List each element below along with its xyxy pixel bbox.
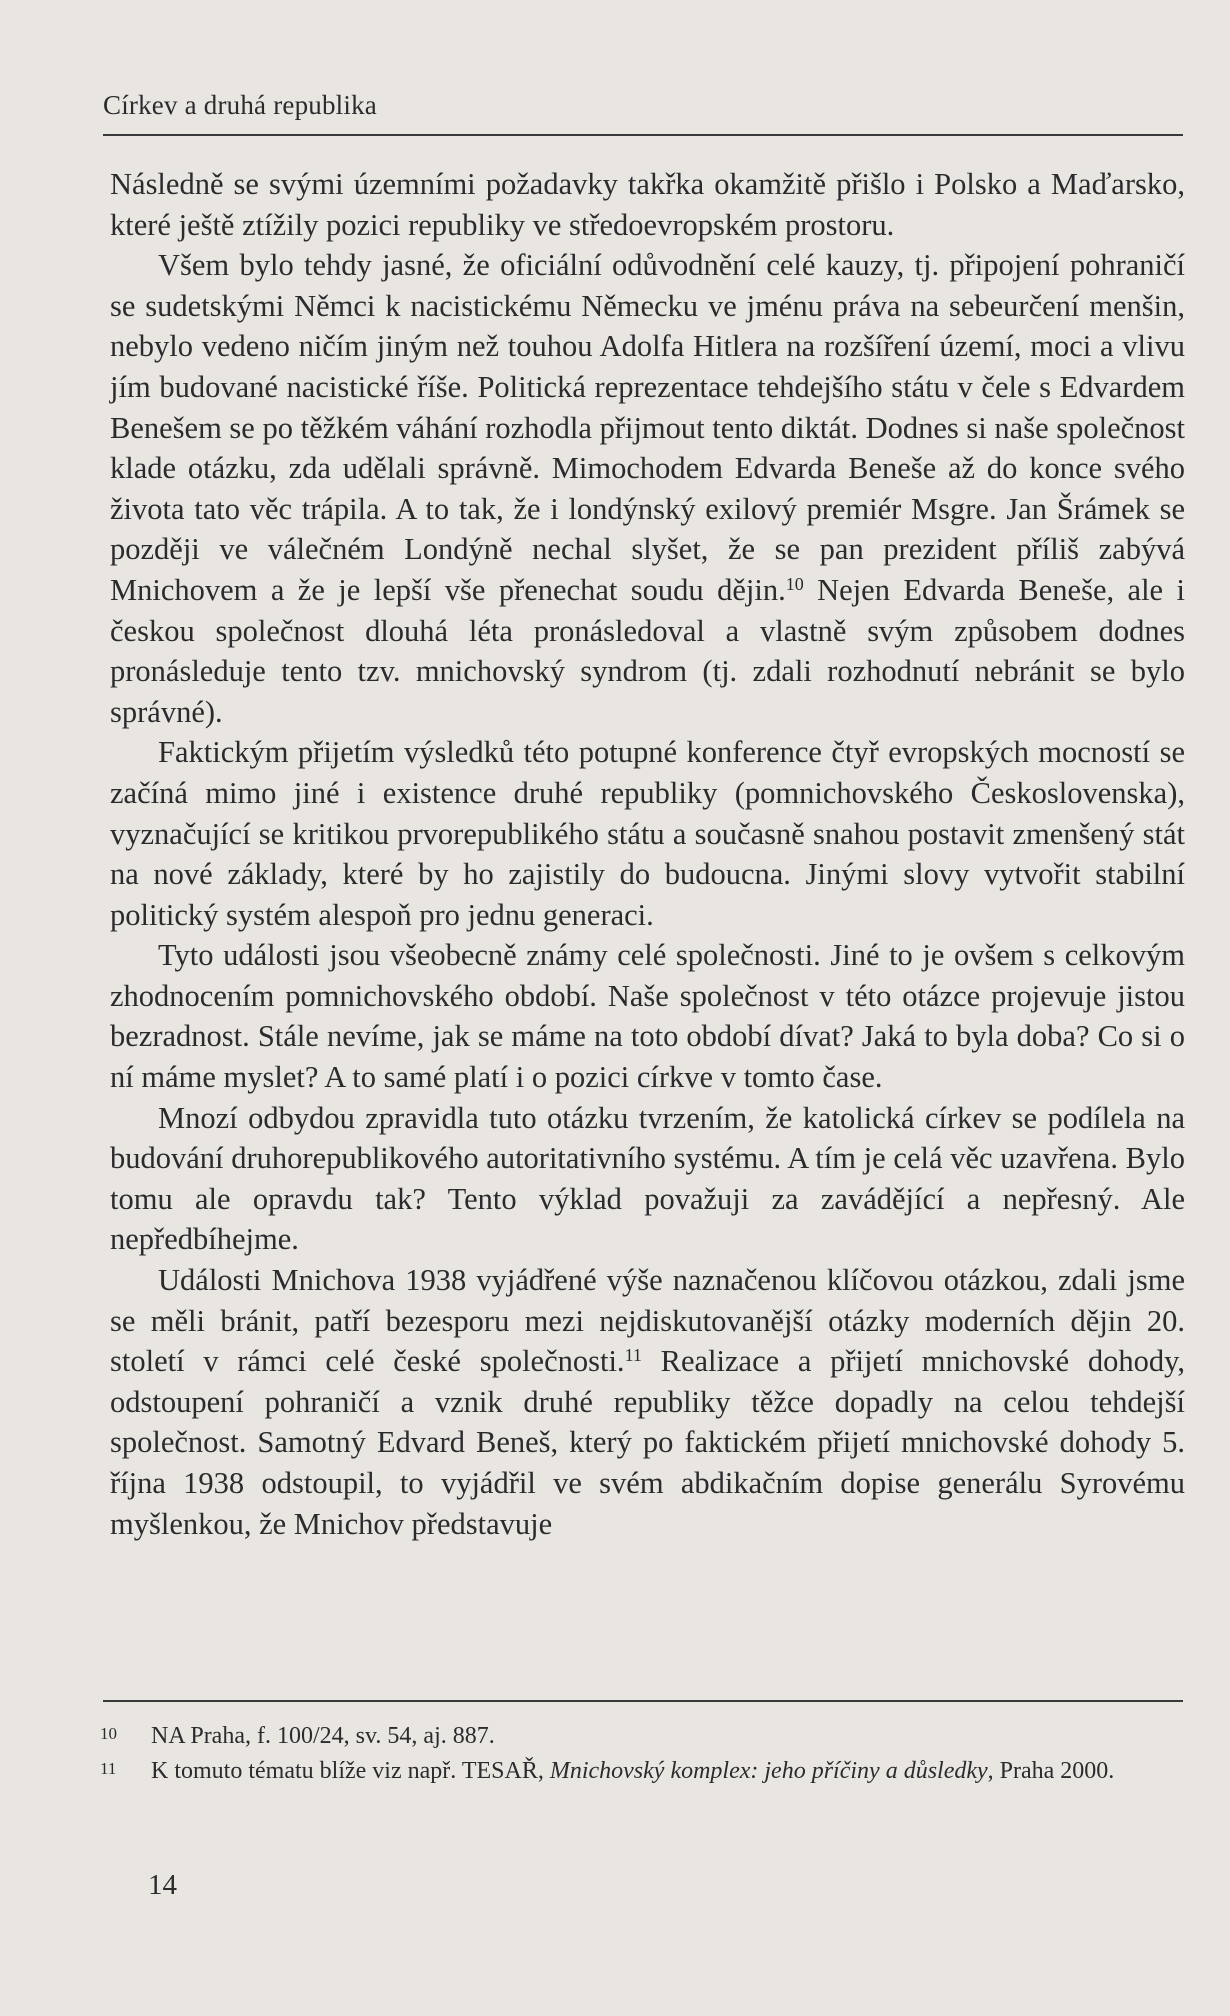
header-divider bbox=[103, 134, 1183, 136]
paragraph-6-continuation: Realizace a přijetí mnichovské dohody, odstoupení pohraničí a vznik druhé republiky těžce dopadly na celou tehdejší společnost. Samotný Edvard Beneš, který po faktickém přijetí mnichovské dohody 5. října 1938 odstoupil, to vyjádřil ve svém abdikačním dopise generálu Syrovému myšlenkou, že Mnichov představuje bbox=[110, 1344, 1185, 1541]
footnote-number: 10 bbox=[100, 1724, 117, 1743]
footnote-number: 11 bbox=[100, 1759, 117, 1778]
paragraph-6-text: Události Mnichova 1938 vyjádřené výše naznačenou klíčovou otázkou, zdali jsme se měli bránit, patří bezesporu mezi nejdiskutovanější otázky moderních dějin 20. století v rámci celé české společnosti. bbox=[110, 1263, 1185, 1379]
paragraph-4: Tyto události jsou všeobecně známy celé společnosti. Jiné to je ovšem s celkovým zhodnocením pomnichovského období. Naše společnost v této otázce projevuje jistou bezradnost. Stále nevíme, jak se máme na toto období dívat? Jaká to byla doba? Co si o ní máme myslet? A to samé platí i o pozici církve v tomto čase. bbox=[110, 938, 1185, 1095]
paragraph-2-text: Všem bylo tehdy jasné, že oficiální odůvodnění celé kauzy, tj. připojení pohraničí se sudetskými Němci k nacistickému Německu ve jménu práva na sebeurčení menšin, nebylo vedeno ničím jiným než touhou Adolfa Hitlera na rozšíření území, moci a vlivu jím budované nacistické říše. Politická reprezentace tehdejšího státu v čele s Edvardem Benešem se po těžkém váhání rozhodla přijmout tento diktát. Dodnes si naše společnost klade otázku, zda udělali správně. Mimochodem Edvarda Beneše až do konce svého života tato věc trápila. A to tak, že i londýnský exilový premiér Msgre. Jan Šrámek se později ve válečném Londýně nechal slyšet, že se pan prezident příliš zabývá Mnichovem a že je lepší vše přenechat soudu dějin. bbox=[110, 248, 1185, 607]
footnotes bbox=[100, 1720, 1190, 1790]
paragraph-2 bbox=[110, 245, 1185, 732]
footnote-10 bbox=[100, 1720, 1190, 1753]
footnote-book-title: Mnichovský komplex: jeho příčiny a důsledky bbox=[549, 1758, 988, 1784]
paragraph-1: Následně se svými územními požadavky takřka okamžitě přišlo i Polsko a Maďarsko, které ještě ztížily pozici republiky ve středoevropském prostoru. bbox=[110, 167, 1185, 242]
footnote-text: K tomuto tématu blíže viz např. TESAŘ, bbox=[151, 1758, 550, 1784]
footnote-text: NA Praha, f. 100/24, sv. 54, aj. 887. bbox=[151, 1723, 495, 1749]
footnote-divider bbox=[103, 1700, 1183, 1702]
footnote-text-end: , Praha 2000. bbox=[987, 1758, 1115, 1784]
paragraph-6 bbox=[110, 1260, 1185, 1544]
paragraph-3: Faktickým přijetím výsledků této potupné konference čtyř evropských mocností se začíná mimo jiné i existence druhé republiky (pomnichovského Československa), vyznačující se kritikou prvorepublikého státu a současně snahou postavit zmenšený stát na nové základy, které by ho zajistily do budoucna. Jinými slovy vytvořit stabilní politický systém alespoň pro jednu generaci. bbox=[110, 735, 1185, 932]
footnote-ref-11[interactable]: 11 bbox=[624, 1345, 642, 1366]
main-text bbox=[110, 164, 1185, 1544]
paragraph-2-continuation: Nejen Edvarda Beneše, ale i českou společnost dlouhá léta pronásledoval a vlastně svým způsobem dodnes pronásleduje tento tzv. mnichovský syndrom (tj. zdali rozhodnutí nebránit se bylo správné). bbox=[110, 572, 1185, 729]
running-header: Církev a druhá republika bbox=[103, 90, 377, 120]
paragraph-5: Mnozí odbydou zpravidla tuto otázku tvrzením, že katolická církev se podílela na budování druhorepublikového autoritativního systému. A tím je celá věc uzavřena. Bylo tomu ale opravdu tak? Tento výklad považuji za zavádějící a nepřesný. Ale nepředbíhejme. bbox=[110, 1100, 1185, 1257]
page-number: 14 bbox=[148, 1869, 177, 1901]
footnote-11 bbox=[100, 1755, 1190, 1788]
footnote-ref-10[interactable]: 10 bbox=[785, 573, 804, 594]
